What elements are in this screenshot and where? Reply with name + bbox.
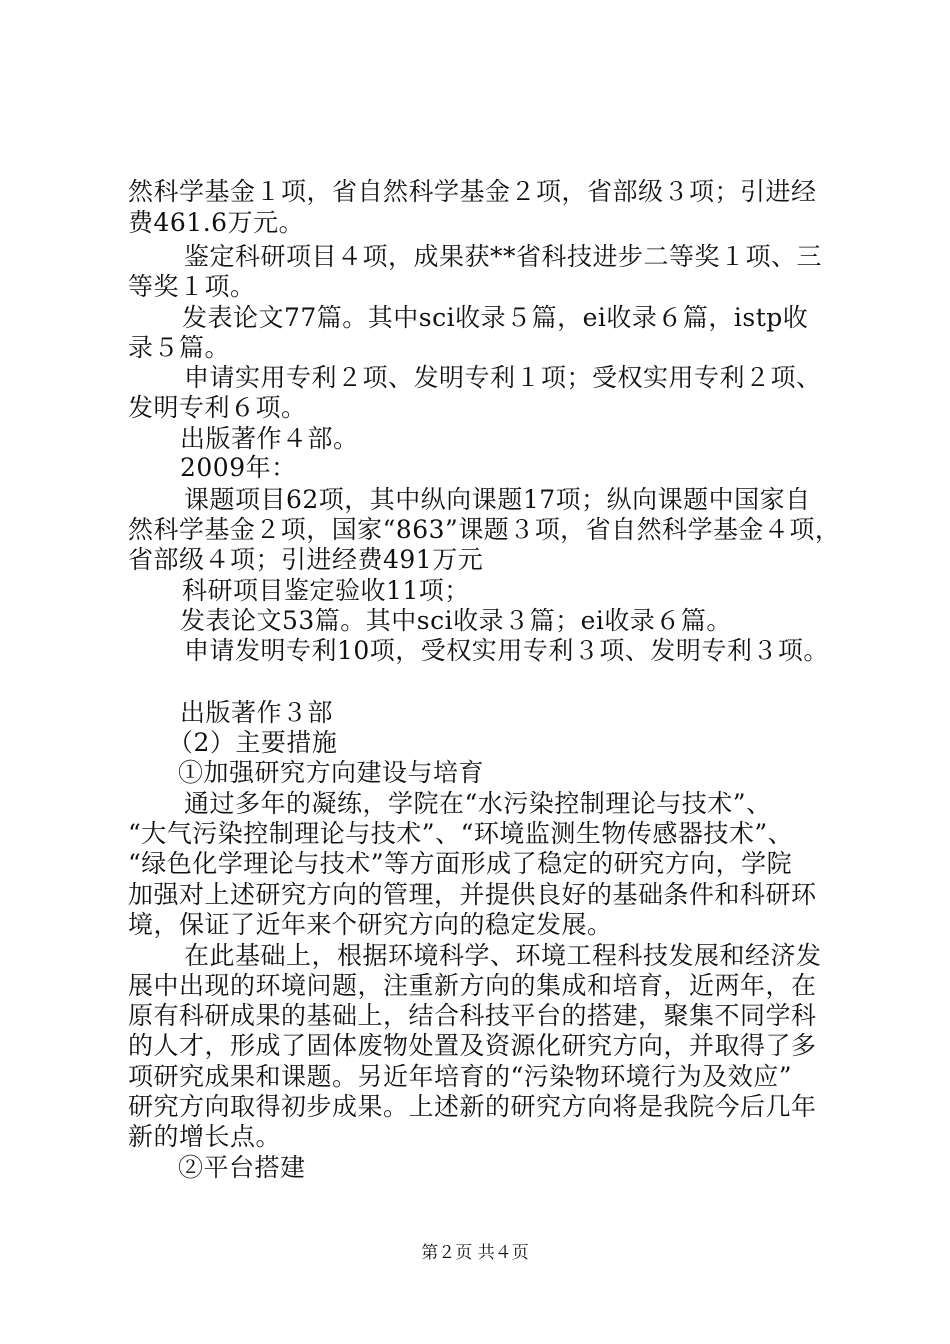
text-line: 在此基础上，根据环境科学、环境工程科技发展和经济发 [184, 941, 822, 970]
text-line: “绿色化学理论与技术”等方面形成了稳定的研究方向，学院 [128, 849, 793, 878]
text-line: 发表论文77篇。其中sci收录５篇，ei收录６篇，istp收 [182, 303, 809, 332]
text-line: 加强对上述研究方向的管理，并提供良好的基础条件和科研环 [128, 880, 817, 909]
text-line: 申请发明专利10项，受权实用专利３项、发明专利３项。 [184, 636, 829, 665]
text-line: 录５篇。 [128, 333, 231, 362]
text-line: 展中出现的环境问题，注重新方向的集成和培育，近两年，在 [128, 971, 817, 1000]
text-line: 然科学基金１项，省自然科学基金２项，省部级３项；引进经 [128, 177, 817, 206]
text-line: 科研项目鉴定验收11项； [182, 576, 470, 605]
subsection-heading: ②平台搭建 [178, 1153, 306, 1182]
text-line: 研究方向取得初步成果。上述新的研究方向将是我院今后几年 [128, 1092, 817, 1121]
text-line: 课题项目62项，其中纵向课题17项；纵向课题中国家自 [184, 485, 811, 514]
text-line: 2009年： [180, 453, 297, 482]
page-number-footer: 第２页 共４页 [421, 1243, 529, 1263]
text-line: 通过多年的凝练，学院在“水污染控制理论与技术”、 [184, 789, 772, 818]
text-line: 申请实用专利２项、发明专利１项；受权实用专利２项、 [184, 363, 822, 392]
text-line: 出版著作３部 [180, 698, 334, 727]
text-line: 发表论文53篇。其中sci收录３篇；ei收录６篇。 [180, 606, 732, 635]
text-line: 发明专利６项。 [128, 393, 307, 422]
text-line: 原有科研成果的基础上，结合科技平台的搭建，聚集不同学科 [128, 1001, 817, 1030]
section-heading: （2）主要措施 [168, 728, 338, 757]
text-line: 然科学基金２项，国家“863”课题３项，省自然科学基金４项， [128, 515, 841, 544]
text-line: 费461.6万元。 [128, 208, 305, 237]
text-line: 新的增长点。 [128, 1122, 282, 1151]
text-line: 的人才，形成了固体废物处置及资源化研究方向，并取得了多 [128, 1031, 817, 1060]
text-line: 省部级４项；引进经费491万元 [128, 545, 484, 574]
text-line: 等奖１项。 [128, 272, 256, 301]
subsection-heading: ①加强研究方向建设与培育 [178, 758, 485, 787]
text-line: 出版著作４部。 [180, 424, 359, 453]
text-line: 鉴定科研项目４项，成果获**省科技进步二等奖１项、三 [184, 242, 823, 271]
text-line: 项研究成果和课题。另近年培育的“污染物环境行为及效应” [128, 1062, 793, 1091]
text-line: “大气污染控制理论与技术”、“环境监测生物传感器技术”、 [128, 819, 794, 848]
text-line: 境，保证了近年来个研究方向的稳定发展。 [128, 910, 613, 939]
